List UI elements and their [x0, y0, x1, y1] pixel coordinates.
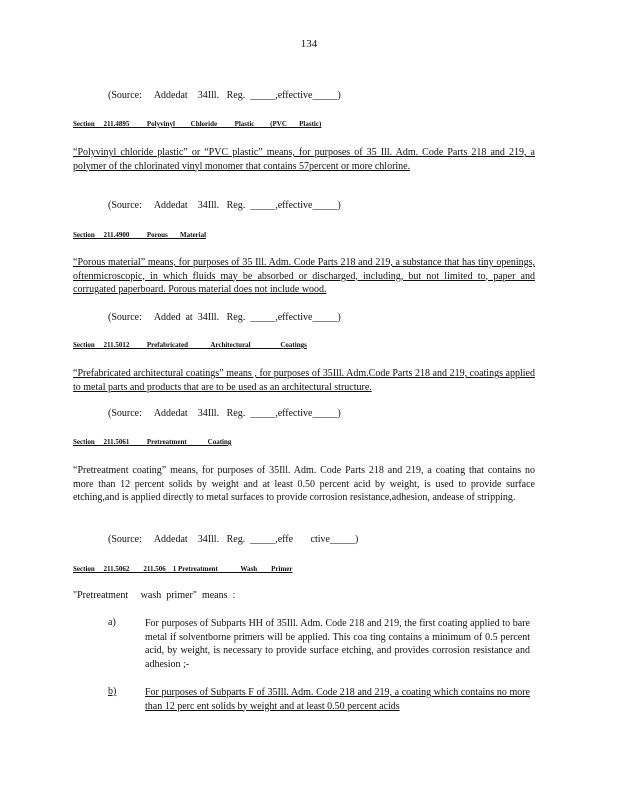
- source-note-4: (Source: Addedat 34Ill. Reg. _____,effective_____): [108, 408, 341, 419]
- definition-pretreatment-coating: “Pretreatment coating” means, for purposes of 35Ill. Adm. Code Parts 218 and 219, a coating that contains no more than 12 percent solids by weight and at least 0.50 percent acid by weight, is used to provide surface etching,and is applied directly to metal surfaces to provide corrosion resistance,adhesion, andease of stripping.: [73, 465, 535, 503]
- section-heading-211-5061: Section 211.5061 Pretreatment Coating: [73, 438, 232, 446]
- item-a-label: a): [108, 617, 116, 628]
- item-b-label: b): [108, 686, 117, 697]
- page-number: 134: [300, 38, 318, 50]
- source-note-5: (Source: Addedat 34Ill. Reg. _____,effe ctive_____): [108, 534, 359, 545]
- source-note-1: (Source: Addedat 34Ill. Reg. _____,effective_____): [108, 90, 341, 101]
- definition-lead-pretreatment-wash-primer: "Pretreatment wash primer" means :: [73, 590, 236, 601]
- definition-polyvinyl-chloride-plastic: “Polyvinyl chloride plastic” or “PVC plastic” means, for purposes of 35 Ill. Adm. Code Parts 218 and 219, a polymer of the chlorinated vinyl monomer that contains 57percent or more chlorine.: [73, 147, 535, 172]
- item-a-text: For purposes of Subparts HH of 35Ill. Adm. Code 218 and 219, the first coating applied to bare metal if solventborne primers will be applied. This coa ting contains a minimum of 0.5 percent acid, by weight, is necessary to provide surface etching, and provides corrosion resistance and adhesion ;-: [145, 618, 530, 670]
- section-heading-211-4895: Section 211.4895 Polyvinyl Chloride Plastic (PVC Plastic): [73, 120, 322, 128]
- source-note-3: (Source: Added at 34Ill. Reg. _____,effective_____): [108, 312, 341, 323]
- source-note-2: (Source: Addedat 34Ill. Reg. _____,effective_____): [108, 200, 341, 211]
- section-heading-211-5062: Section 211.5062 211.506 1 Pretreatment Wash Primer: [73, 565, 293, 573]
- item-b-text: For purposes of Subparts F of 35Ill. Adm. Code 218 and 219, a coating which contains no more than 12 perc ent solids by weight and at least 0.50 percent acids: [145, 687, 530, 712]
- definition-porous-material: “Porous material” means, for purposes of 35 Ill. Adm. Code Parts 218 and 219, a substance that has tiny openings, oftenmicroscopic, in which fluids may be absorbed or discharged, including, but not limited to, paper and corrugated paperboard. Porous material does not include wood.: [73, 257, 535, 295]
- definition-prefabricated-architectural-coatings: “Prefabricated architectural coatings” means , for purposes of 35Ill. Adm.Code Parts 218 and 219, coatings applied to metal parts and products that are to be used as an architectural structure.: [73, 368, 535, 393]
- section-heading-211-4900: Section 211.4900 Porous Material: [73, 231, 207, 239]
- section-heading-211-5012: Section 211.5012 Prefabricated Architectural Coatings: [73, 341, 307, 349]
